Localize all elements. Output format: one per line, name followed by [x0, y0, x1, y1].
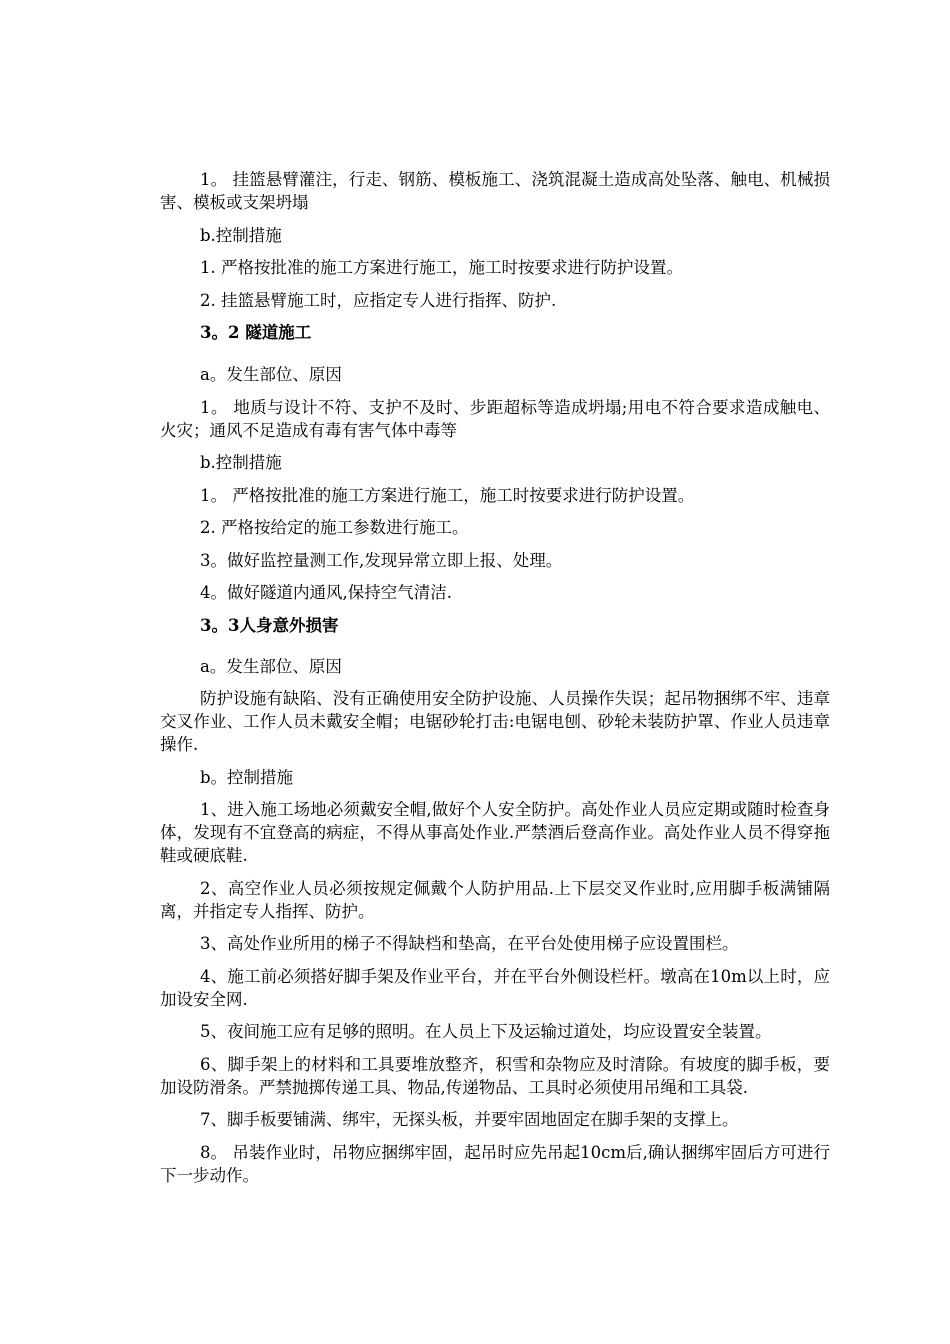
- document-body: [160, 168, 830, 1196]
- paragraph: 1、进入施工场地必须戴安全帽,做好个人安全防护。高处作业人员应定期或随时检查身体，发现有不宜登高的病症，不得从事高处作业.严禁酒后登高作业。高处作业人员不得穿拖鞋或硬底鞋.: [160, 800, 830, 865]
- paragraph: a。发生部位、原因: [200, 656, 342, 676]
- paragraph: 2. 挂篮悬臂施工时，应指定专人进行指挥、防护.: [200, 290, 557, 310]
- section-heading: 3。3人身意外损害: [200, 615, 339, 635]
- paragraph: 3。做好监控量测工作,发现异常立即上报、处理。: [200, 550, 563, 570]
- paragraph: b.控制措施: [200, 225, 282, 245]
- paragraph: 3、高处作业所用的梯子不得缺档和垫高，在平台处使用梯子应设置围栏。: [200, 934, 739, 953]
- paragraph: 1。 严格按批准的施工方案进行施工，施工时按要求进行防护设置。: [200, 485, 695, 505]
- paragraph: 8。 吊装作业时，吊物应捆绑牢固，起吊时应先吊起10cm后,确认捆绑牢固后方可进行下一步动作。: [160, 1142, 830, 1185]
- paragraph: 4。做好隧道内通风,保持空气清洁.: [200, 583, 452, 602]
- paragraph: 6、脚手架上的材料和工具要堆放整齐，积雪和杂物应及时清除。有坡度的脚手板，要加设防滑条。严禁抛掷传递工具、物品,传递物品、工具时必须使用吊绳和工具袋.: [160, 1054, 830, 1097]
- paragraph: 1。 地质与设计不符、支护不及时、步距超标等造成坍塌;用电不符合要求造成触电、火灾；通风不足造成有毒有害气体中毒等: [160, 397, 830, 440]
- paragraph: a。发生部位、原因: [200, 365, 342, 384]
- paragraph: 防护设施有缺陷、没有正确使用安全防护设施、人员操作失误；起吊物捆绑不牢、违章交叉作业、工作人员未戴安全帽；电锯砂轮打击:电锯电刨、砂轮未装防护罩、作业人员违章操作.: [160, 689, 830, 754]
- paragraph: b.控制措施: [200, 453, 282, 472]
- paragraph: 2. 严格按给定的施工参数进行施工。: [200, 518, 469, 537]
- paragraph: 1。 挂篮悬臂灌注，行走、钢筋、模板施工、浇筑混凝土造成高处坠落、触电、机械损害、模板或支架坍塌: [160, 170, 830, 212]
- paragraph: 4、施工前必须搭好脚手架及作业平台，并在平台外侧设栏杆。墩高在10m以上时，应加设安全网.: [160, 966, 830, 1009]
- paragraph: 2、高空作业人员必须按规定佩戴个人防护用品.上下层交叉作业时,应用脚手板满铺隔离，并指定专人指挥、防护。: [160, 878, 830, 921]
- paragraph: 1. 严格按批准的施工方案进行施工，施工时按要求进行防护设置。: [200, 258, 683, 277]
- paragraph: 5、夜间施工应有足够的照明。在人员上下及运输过道处，均应设置安全装置。: [200, 1022, 772, 1041]
- paragraph: 7、脚手板要铺满、绑牢，无探头板，并要牢固地固定在脚手架的支撑上。: [200, 1110, 739, 1129]
- paragraph: b。控制措施: [200, 767, 294, 787]
- section-heading: 3。2 隧道施工: [200, 323, 312, 342]
